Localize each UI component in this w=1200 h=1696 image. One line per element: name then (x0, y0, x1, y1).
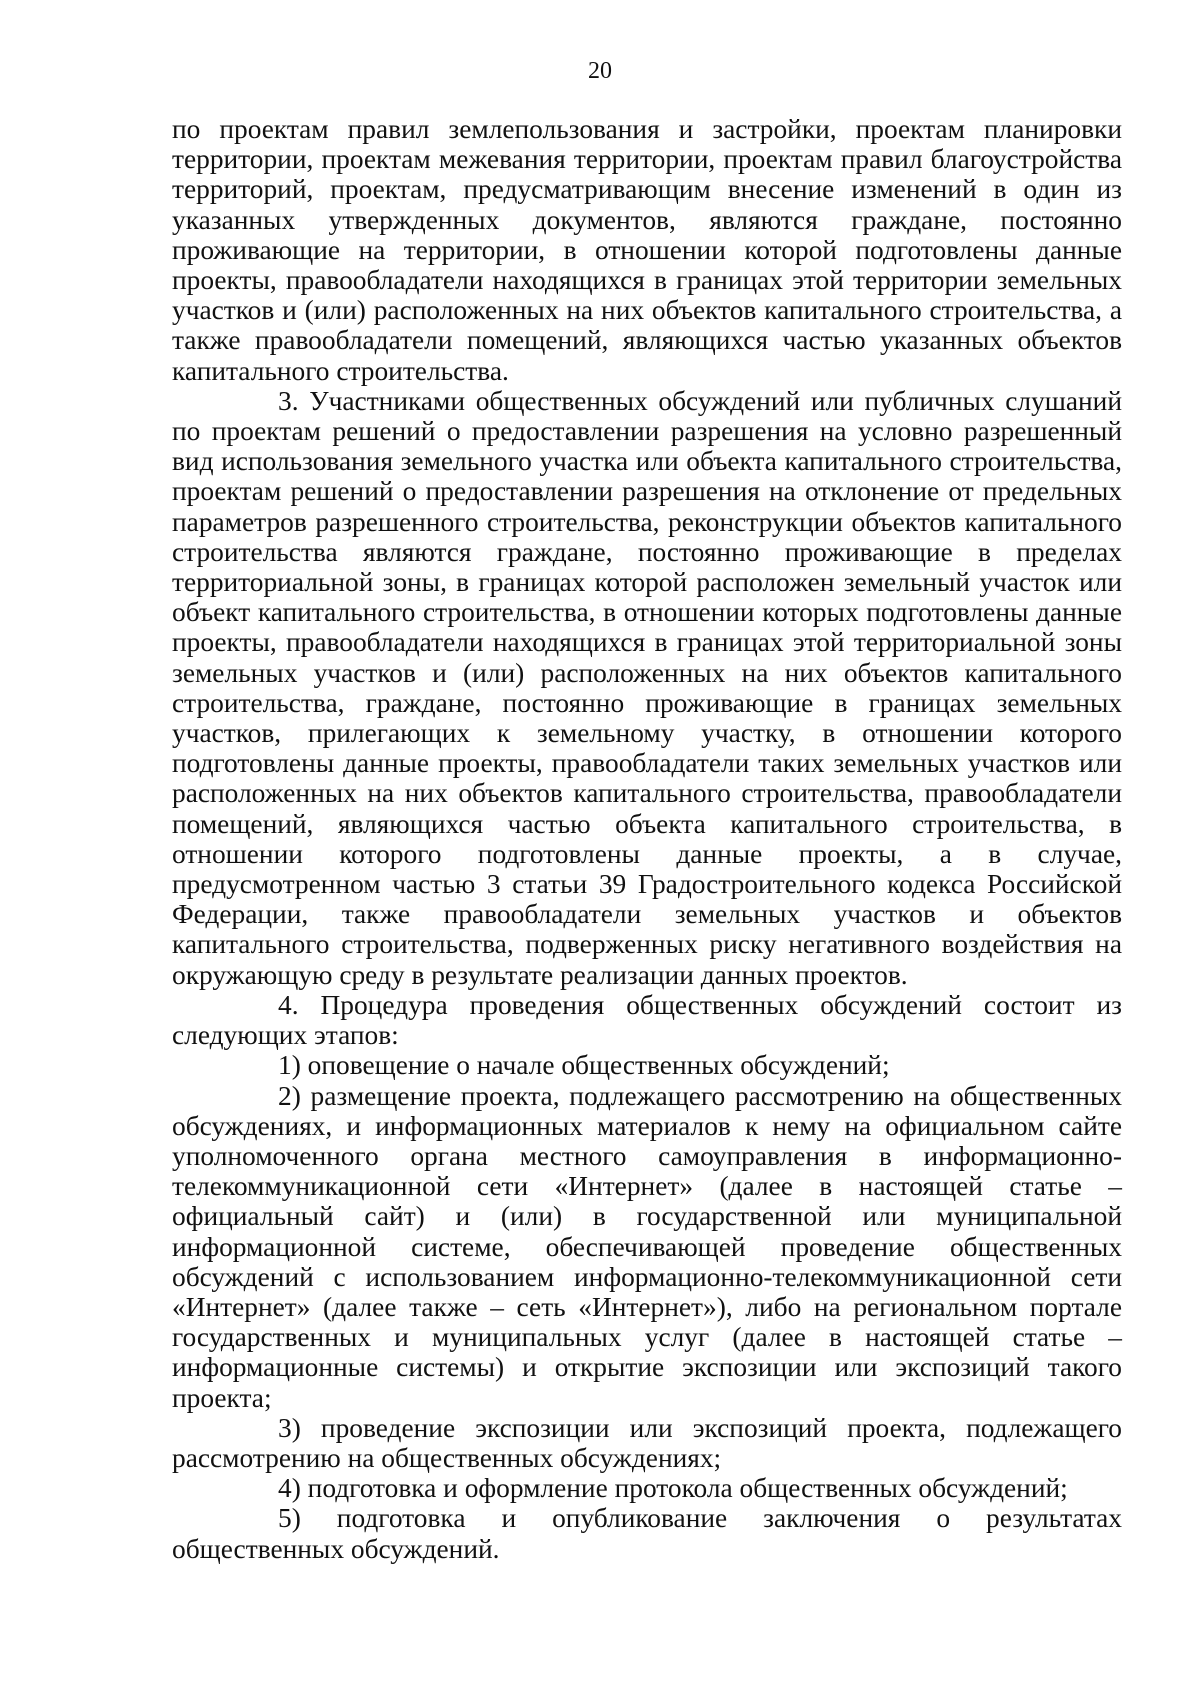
page-number: 20 (588, 58, 612, 84)
list-item-stage-3: 3) проведение экспозиции или экспозиций проекта, подлежащего рассмотрению на общественных обсуждениях; (172, 1412, 1122, 1473)
paragraph-item-3: 3. Участниками общественных обсуждений или публичных слушаний по проектам решений о предоставлении разрешения на условно разрешенный вид использования земельного участка или объекта капитального строительства, проектам решений о предоставлении разрешения на отклонение от предельных параметров разрешенного строительства, реконструкции объектов капитального строительства являются граждане, постоянно проживающие в пределах территориальной зоны, в границах которой расположен земельный участок или объект капитального строительства, в отношении которых подготовлены данные проекты, правообладатели находящихся в границах этой территориальной зоны земельных участков и (или) расположенных на них объектов капитального строительства, граждане, постоянно проживающие в границах земельных участков, прилегающих к земельному участку, в отношении которого подготовлены данные проекты, правообладатели таких земельных участков или расположенных на них объектов капитального строительства, правообладатели помещений, являющихся частью объекта капитального строительства, в отношении которого подготовлены данные проекты, а в случае, предусмотренном частью 3 статьи 39 Градостроительного кодекса Российской Федерации, также правообладатели земельных участков и объектов капитального строительства, подверженных риску негативного воздействия на окружающую среду в результате реализации данных проектов. (172, 385, 1122, 990)
list-item-stage-4: 4) подготовка и оформление протокола общественных обсуждений; (278, 1473, 1068, 1504)
paragraph-continuation: по проектам правил землепользования и застройки, проектам планировки территории, проектам межевания территории, проектам правил благоустройства территорий, проектам, предусматривающим внесение изменений в один из указанных утвержденных документов, являются граждане, постоянно проживающие на территории, в отношении которой подготовлены данные проекты, правообладатели находящихся в границах этой территории земельных участков и (или) расположенных на них объектов капитального строительства, а также правообладатели помещений, являющихся частью указанных объектов капитального строительства. (172, 114, 1122, 386)
list-item-stage-1: 1) оповещение о начале общественных обсуждений; (278, 1050, 890, 1081)
list-item-stage-5: 5) подготовка и опубликование заключения о результатах общественных обсуждений. (172, 1503, 1122, 1564)
list-item-stage-2: 2) размещение проекта, подлежащего рассмотрению на общественных обсуждениях, и информационных материалов к нему на официальном сайте уполномоченного органа местного самоуправления в информационно-телекоммуникационной сети «Интернет» (далее в настоящей статье – официальный сайт) и (или) в государственной или муниципальной информационной системе, обеспечивающей проведение общественных обсуждений с использованием информационно-телекоммуникационной сети «Интернет» (далее также – сеть «Интернет»), либо на региональном портале государственных и муниципальных услуг (далее в настоящей статье – информационные системы) и открытие экспозиции или экспозиций такого проекта; (172, 1080, 1122, 1413)
document-body (172, 114, 1122, 1564)
paragraph-item-4: 4. Процедура проведения общественных обсуждений состоит из следующих этапов: (172, 989, 1122, 1051)
